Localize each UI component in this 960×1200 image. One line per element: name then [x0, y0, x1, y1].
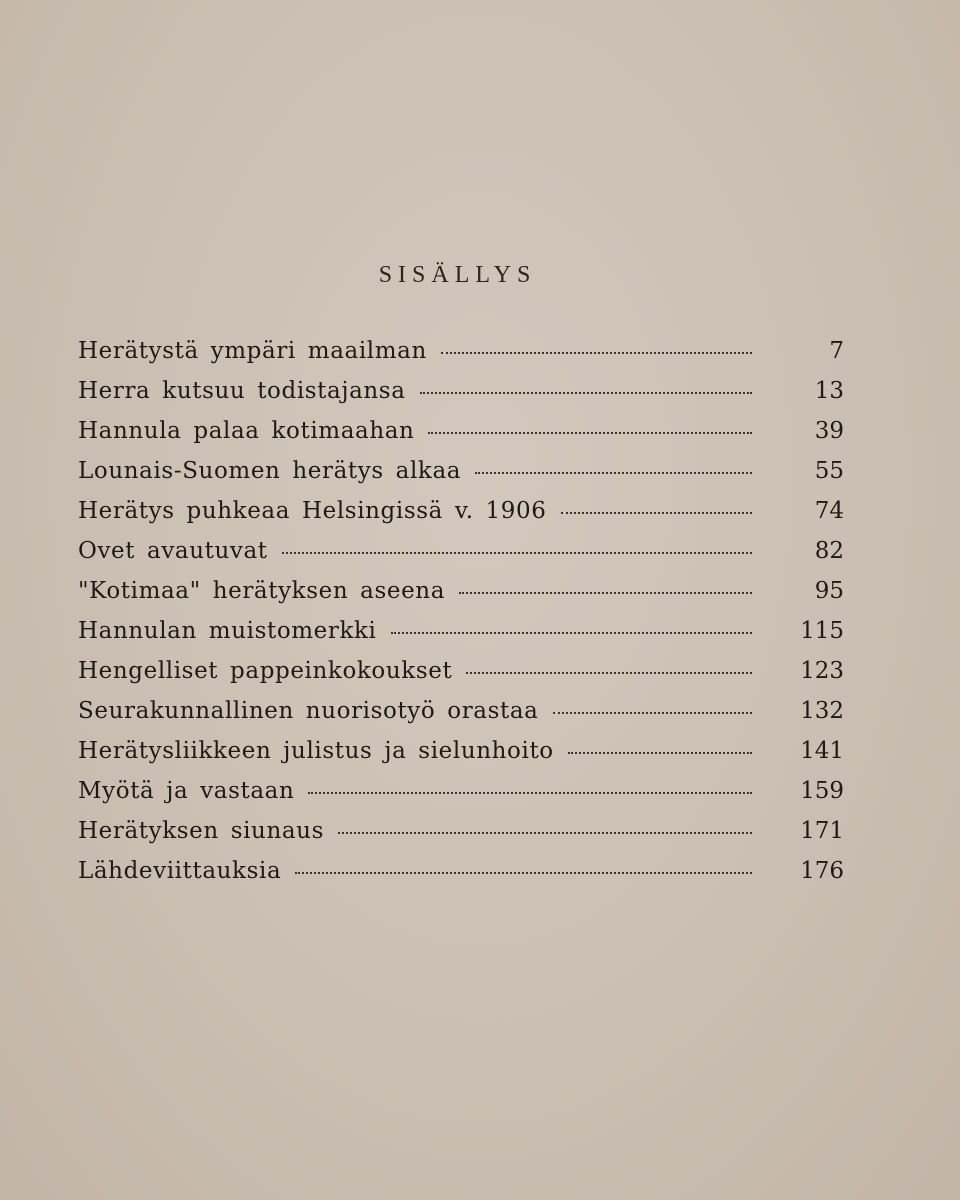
toc-page-number: 95 — [814, 578, 844, 604]
toc-page-number: 13 — [814, 378, 844, 404]
toc-entry-title: Herätystä ympäri maailman — [78, 338, 427, 364]
toc-page-number: 123 — [800, 658, 844, 684]
toc-entry-title: Herätysliikkeen julistus ja sielunhoito — [78, 738, 554, 764]
toc-entry-title: Seurakunnallinen nuorisotyö orastaa — [78, 698, 539, 724]
dot-leader — [441, 352, 752, 354]
toc-entry — [78, 658, 844, 698]
toc-entry-title: "Kotimaa" herätyksen aseena — [78, 578, 446, 604]
dot-leader — [282, 552, 752, 554]
toc-entry-title: Myötä ja vastaan — [78, 778, 295, 804]
toc-entry-title: Hannula palaa kotimaahan — [78, 418, 415, 444]
toc-entry — [78, 618, 844, 658]
toc-entry — [78, 578, 844, 618]
dot-leader — [428, 432, 752, 434]
toc-entry — [78, 698, 844, 738]
toc-entry — [78, 818, 844, 858]
toc-entry — [78, 778, 844, 818]
dot-leader — [295, 872, 752, 874]
dot-leader — [466, 672, 752, 674]
toc-page-number: 132 — [800, 698, 844, 724]
toc-entry-title: Herra kutsuu todistajansa — [78, 378, 406, 404]
toc-entry — [78, 378, 844, 418]
toc-entry-title: Herätys puhkeaa Helsingissä v. 1906 — [78, 498, 547, 524]
toc-entry — [78, 458, 844, 498]
toc-entry — [78, 418, 844, 458]
dot-leader — [568, 752, 752, 754]
dot-leader — [308, 792, 752, 794]
toc-entry-title: Herätyksen siunaus — [78, 818, 325, 844]
toc-entry-title: Hengelliset pappeinkokoukset — [78, 658, 453, 684]
toc-page-number: 7 — [829, 338, 844, 364]
toc-entry-title: Hannulan muistomerkki — [78, 618, 377, 644]
toc-page-number: 74 — [814, 498, 844, 524]
toc-entry-title: Lounais-Suomen herätys alkaa — [78, 458, 462, 484]
table-of-contents — [78, 338, 844, 898]
toc-entry-title: Ovet avautuvat — [78, 538, 268, 564]
toc-page-number: 171 — [800, 818, 844, 844]
toc-entry — [78, 858, 844, 898]
dot-leader — [459, 592, 752, 594]
page-title: SISÄLLYS — [378, 262, 537, 288]
toc-page-number: 159 — [800, 778, 844, 804]
toc-page-number: 39 — [814, 418, 844, 444]
toc-entry — [78, 538, 844, 578]
toc-page-number: 82 — [814, 538, 844, 564]
toc-entry — [78, 498, 844, 538]
dot-leader — [475, 472, 752, 474]
toc-page-number: 141 — [800, 738, 844, 764]
dot-leader — [420, 392, 752, 394]
toc-page-number: 55 — [814, 458, 844, 484]
dot-leader — [338, 832, 752, 834]
toc-page-number: 115 — [800, 618, 844, 644]
dot-leader — [561, 512, 753, 514]
dot-leader — [553, 712, 753, 714]
toc-page-number: 176 — [800, 858, 844, 884]
toc-entry — [78, 738, 844, 778]
toc-entry-title: Lähdeviittauksia — [78, 858, 282, 884]
dot-leader — [391, 632, 752, 634]
toc-entry — [78, 338, 844, 378]
